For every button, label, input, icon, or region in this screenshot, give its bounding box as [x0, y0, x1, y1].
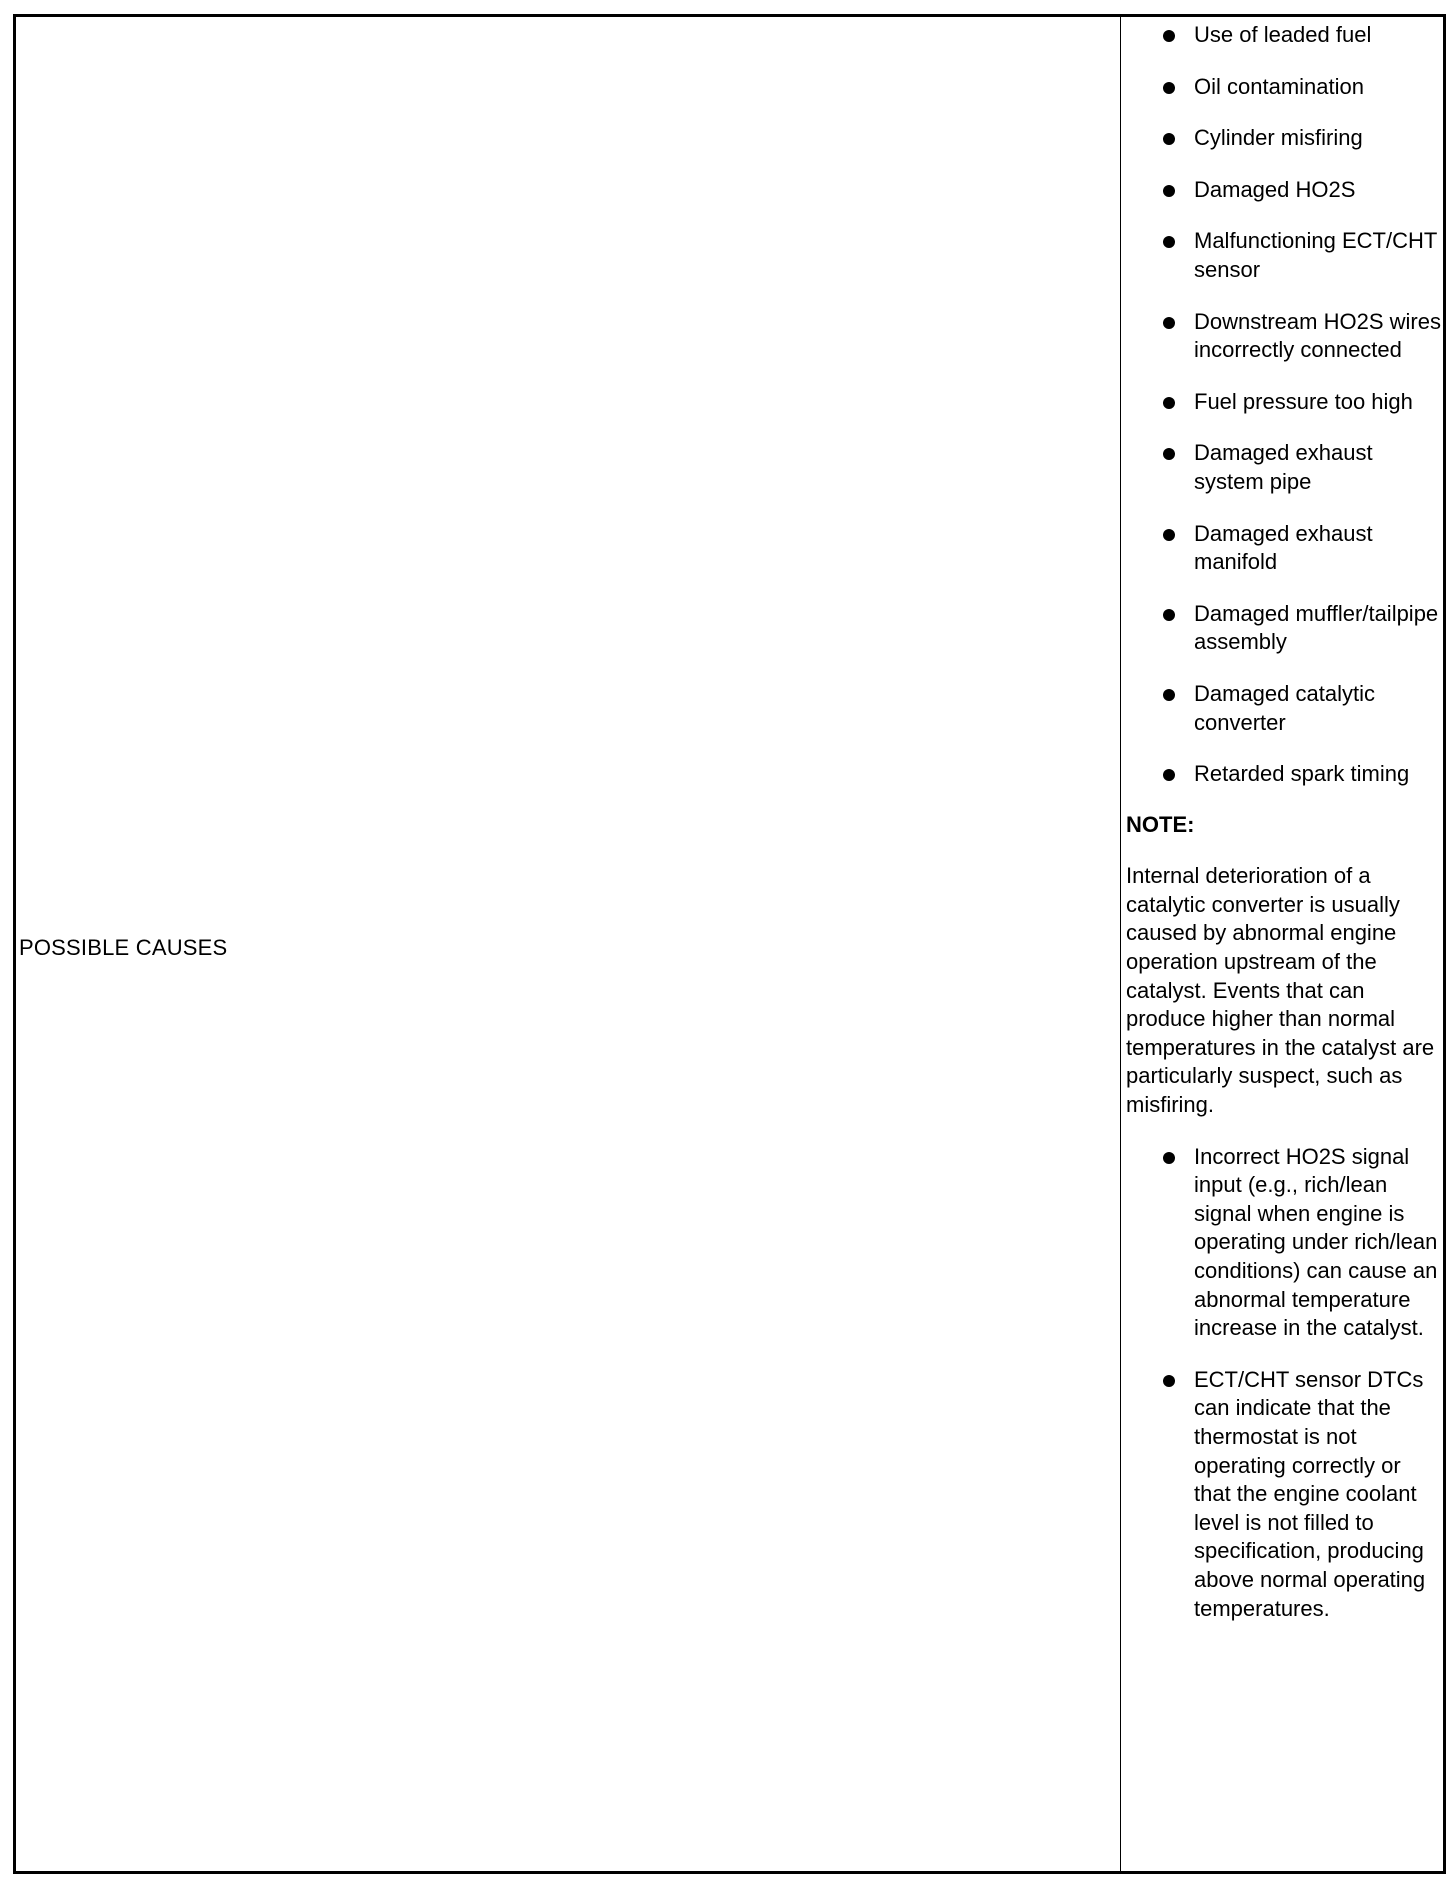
- bullet-icon: [1163, 30, 1175, 42]
- list-item: [1123, 124, 1441, 153]
- cause-text: Damaged exhaust manifold: [1194, 520, 1373, 575]
- column-divider: [1120, 17, 1121, 1871]
- bullet-icon: [1163, 236, 1175, 248]
- cause-text: Damaged muffler/tailpipe assembly: [1194, 600, 1439, 655]
- bullet-icon: [1163, 529, 1175, 541]
- cause-text: Damaged exhaust system pipe: [1194, 440, 1373, 494]
- bullet-icon: [1163, 317, 1175, 329]
- note-point-text: ECT/CHT sensor DTCs can indicate that the thermostat is not operating correctly or that the engine coolant level is not filled to specification, producing above normal operating temperatures.: [1194, 1366, 1426, 1621]
- list-item: [1123, 680, 1441, 737]
- cause-text: Downstream HO2S wires incorrectly connected: [1194, 308, 1441, 363]
- cause-text: Cylinder misfiring: [1194, 125, 1363, 151]
- list-item: [1123, 760, 1441, 789]
- list-item: [1123, 439, 1441, 496]
- cause-text: Retarded spark timing: [1194, 761, 1410, 787]
- list-item: [1123, 73, 1441, 102]
- row-label-possible-causes: POSSIBLE CAUSES: [19, 935, 228, 960]
- cause-text: Use of leaded fuel: [1194, 22, 1372, 47]
- note-body: Internal deterioration of a catalytic converter is usually caused by abnormal engine operation upstream of the catalyst. Events that can produce higher than normal temperatures in the catalyst are particularly suspect, such as misfiring.: [1126, 863, 1435, 1118]
- bullet-icon: [1163, 82, 1175, 94]
- possible-causes-table: [13, 14, 1446, 1874]
- list-item: [1123, 227, 1441, 284]
- bullet-icon: [1163, 185, 1175, 197]
- list-item: [1123, 1143, 1441, 1343]
- causes-cell: [1123, 21, 1441, 1646]
- bullet-icon: [1163, 1375, 1175, 1387]
- bullet-icon: [1163, 689, 1175, 701]
- list-item: [1123, 176, 1441, 205]
- list-item: [1123, 1366, 1441, 1623]
- bullet-icon: [1163, 448, 1175, 460]
- note-points-list: [1123, 1143, 1441, 1624]
- list-item: [1123, 600, 1441, 657]
- cause-text: Damaged HO2S: [1194, 176, 1356, 202]
- causes-list: [1123, 21, 1441, 789]
- bullet-icon: [1163, 1152, 1175, 1164]
- cause-text: Malfunctioning ECT/CHT sensor: [1194, 228, 1437, 282]
- bullet-icon: [1163, 133, 1175, 145]
- cause-text: Oil contamination: [1194, 73, 1364, 99]
- list-item: [1123, 308, 1441, 365]
- list-item: [1123, 388, 1441, 417]
- bullet-icon: [1163, 609, 1175, 621]
- bullet-icon: [1163, 397, 1175, 409]
- list-item: [1123, 520, 1441, 577]
- list-item: [1123, 21, 1441, 50]
- note-point-text: Incorrect HO2S signal input (e.g., rich/lean signal when engine is operating under rich/lean conditions) can cause an abnormal temperature increase in the catalyst.: [1194, 1143, 1438, 1341]
- note-heading: NOTE:: [1126, 811, 1195, 837]
- bullet-icon: [1163, 769, 1175, 781]
- cause-text: Damaged catalytic converter: [1194, 680, 1375, 735]
- cause-text: Fuel pressure too high: [1194, 388, 1413, 414]
